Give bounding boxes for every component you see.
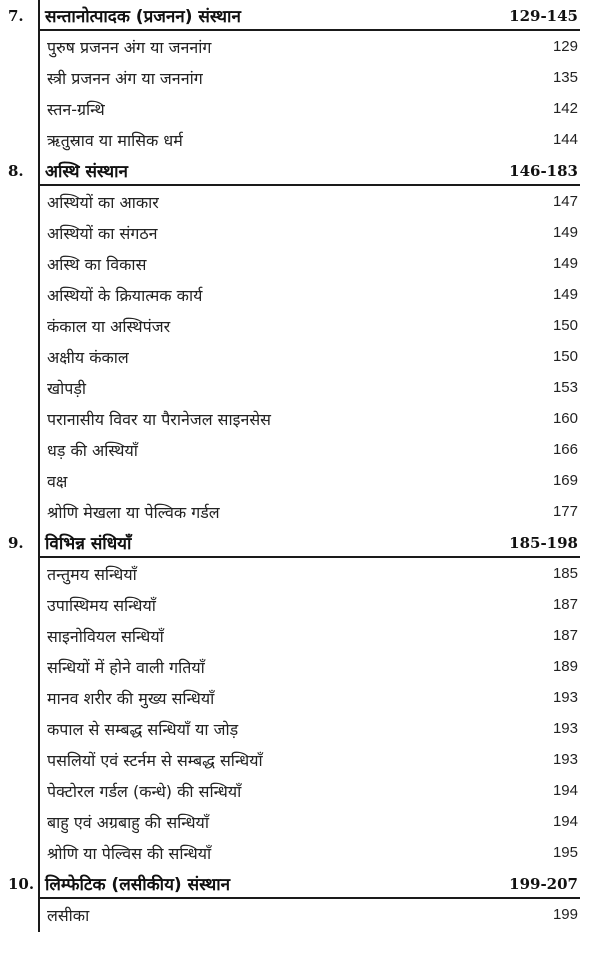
entry-page-number: 160 bbox=[552, 410, 578, 427]
entry-page-number: 193 bbox=[552, 689, 578, 706]
entry-page-number: 194 bbox=[552, 782, 578, 799]
toc-entry bbox=[0, 372, 600, 403]
entry-title: साइनोवियल सन्धियाँ bbox=[47, 627, 164, 646]
entry-title: अक्षीय कंकाल bbox=[47, 348, 129, 367]
toc-entry bbox=[0, 434, 600, 465]
entry-page-number: 195 bbox=[552, 844, 578, 861]
entry-title: परानासीय विवर या पैरानेजल साइनसेस bbox=[47, 410, 271, 429]
entry-page-number: 169 bbox=[552, 472, 578, 489]
entry-page-number: 129 bbox=[552, 38, 578, 55]
entry-title: श्रोणि मेखला या पेल्विक गर्डल bbox=[47, 503, 220, 522]
entry-page-number: 142 bbox=[552, 100, 578, 117]
toc-entry bbox=[0, 31, 600, 62]
toc-entry bbox=[0, 620, 600, 651]
entry-page-number: 149 bbox=[552, 255, 578, 272]
chapter-heading bbox=[0, 155, 600, 186]
chapter-section bbox=[0, 527, 600, 868]
entry-page-number: 185 bbox=[552, 565, 578, 582]
chapter-section bbox=[0, 155, 600, 527]
entry-title: मानव शरीर की मुख्य सन्धियाँ bbox=[47, 689, 215, 708]
entry-title: अस्थि का विकास bbox=[47, 255, 147, 274]
chapter-number: 7. bbox=[8, 7, 24, 25]
entry-page-number: 149 bbox=[552, 224, 578, 241]
toc-entry bbox=[0, 403, 600, 434]
chapter-number: 9. bbox=[8, 534, 24, 552]
toc-entry bbox=[0, 744, 600, 775]
chapter-page-range: 129-145 bbox=[509, 7, 578, 25]
entry-page-number: 194 bbox=[552, 813, 578, 830]
toc-entry bbox=[0, 217, 600, 248]
chapter-heading bbox=[0, 868, 600, 899]
entry-title: धड़ की अस्थियाँ bbox=[47, 441, 138, 460]
entry-title: पसलियों एवं स्टर्नम से सम्बद्ध सन्धियाँ bbox=[47, 751, 263, 770]
chapter-number: 8. bbox=[8, 162, 24, 180]
entry-page-number: 187 bbox=[552, 627, 578, 644]
entry-title: बाहु एवं अग्रबाहु की सन्धियाँ bbox=[47, 813, 209, 832]
toc-entry bbox=[0, 93, 600, 124]
entry-title: ऋतुस्राव या मासिक धर्म bbox=[47, 131, 183, 150]
toc-entry bbox=[0, 279, 600, 310]
chapter-page-range: 199-207 bbox=[509, 875, 578, 893]
entry-title: लसीका bbox=[47, 906, 90, 925]
chapter-title: लिम्फेटिक (लसीकीय) संस्थान bbox=[45, 875, 231, 895]
chapter-left-rule bbox=[38, 155, 40, 529]
entry-title: अस्थियों का संगठन bbox=[47, 224, 158, 243]
entry-title: अस्थियों के क्रियात्मक कार्य bbox=[47, 286, 203, 305]
toc-entry bbox=[0, 124, 600, 155]
chapter-title: सन्तानोत्पादक (प्रजनन) संस्थान bbox=[45, 7, 241, 27]
toc-entry bbox=[0, 341, 600, 372]
chapter-title: अस्थि संस्थान bbox=[45, 162, 128, 182]
entry-title: उपास्थिमय सन्धियाँ bbox=[47, 596, 156, 615]
toc-entry bbox=[0, 465, 600, 496]
toc-entry bbox=[0, 651, 600, 682]
entry-page-number: 153 bbox=[552, 379, 578, 396]
toc-entry bbox=[0, 775, 600, 806]
entry-page-number: 144 bbox=[552, 131, 578, 148]
entry-title: वक्ष bbox=[47, 472, 68, 491]
entry-page-number: 189 bbox=[552, 658, 578, 675]
chapter-section bbox=[0, 0, 600, 155]
entry-page-number: 150 bbox=[552, 317, 578, 334]
entry-page-number: 177 bbox=[552, 503, 578, 520]
chapter-heading bbox=[0, 0, 600, 31]
chapter-left-rule bbox=[38, 527, 40, 870]
entry-title: श्रोणि या पेल्विस की सन्धियाँ bbox=[47, 844, 212, 863]
entry-page-number: 166 bbox=[552, 441, 578, 458]
toc-entry bbox=[0, 899, 600, 930]
entry-page-number: 147 bbox=[552, 193, 578, 210]
entry-page-number: 187 bbox=[552, 596, 578, 613]
entry-title: स्त्री प्रजनन अंग या जननांग bbox=[47, 69, 203, 88]
entry-title: पुरुष प्रजनन अंग या जननांग bbox=[47, 38, 212, 57]
entry-page-number: 150 bbox=[552, 348, 578, 365]
entry-page-number: 199 bbox=[552, 906, 578, 923]
toc-entry bbox=[0, 713, 600, 744]
entry-page-number: 193 bbox=[552, 751, 578, 768]
toc-entry bbox=[0, 558, 600, 589]
entry-title: अस्थियों का आकार bbox=[47, 193, 159, 212]
toc-entry bbox=[0, 62, 600, 93]
toc-entry bbox=[0, 806, 600, 837]
toc-entry bbox=[0, 682, 600, 713]
entry-title: स्तन-ग्रन्थि bbox=[47, 100, 105, 119]
entry-title: पेक्टोरल गर्डल (कन्धे) की सन्धियाँ bbox=[47, 782, 242, 801]
chapter-left-rule bbox=[38, 868, 40, 932]
entry-title: कपाल से सम्बद्ध सन्धियाँ या जोड़ bbox=[47, 720, 239, 739]
entry-title: सन्धियों में होने वाली गतियाँ bbox=[47, 658, 205, 677]
chapter-heading bbox=[0, 527, 600, 558]
toc-entry bbox=[0, 837, 600, 868]
entry-page-number: 193 bbox=[552, 720, 578, 737]
toc-entry bbox=[0, 248, 600, 279]
toc-entry bbox=[0, 589, 600, 620]
entry-page-number: 135 bbox=[552, 69, 578, 86]
chapter-left-rule bbox=[38, 0, 40, 157]
entry-title: तन्तुमय सन्धियाँ bbox=[47, 565, 137, 584]
toc-entry bbox=[0, 496, 600, 527]
toc-entry bbox=[0, 186, 600, 217]
chapter-title: विभिन्न संधियाँ bbox=[45, 534, 132, 554]
toc-entry bbox=[0, 310, 600, 341]
chapter-page-range: 146-183 bbox=[509, 162, 578, 180]
chapter-page-range: 185-198 bbox=[509, 534, 578, 552]
chapter-number: 10. bbox=[8, 875, 35, 893]
entry-title: कंकाल या अस्थिपंजर bbox=[47, 317, 171, 336]
entry-title: खोपड़ी bbox=[47, 379, 87, 398]
entry-page-number: 149 bbox=[552, 286, 578, 303]
chapter-section bbox=[0, 868, 600, 930]
